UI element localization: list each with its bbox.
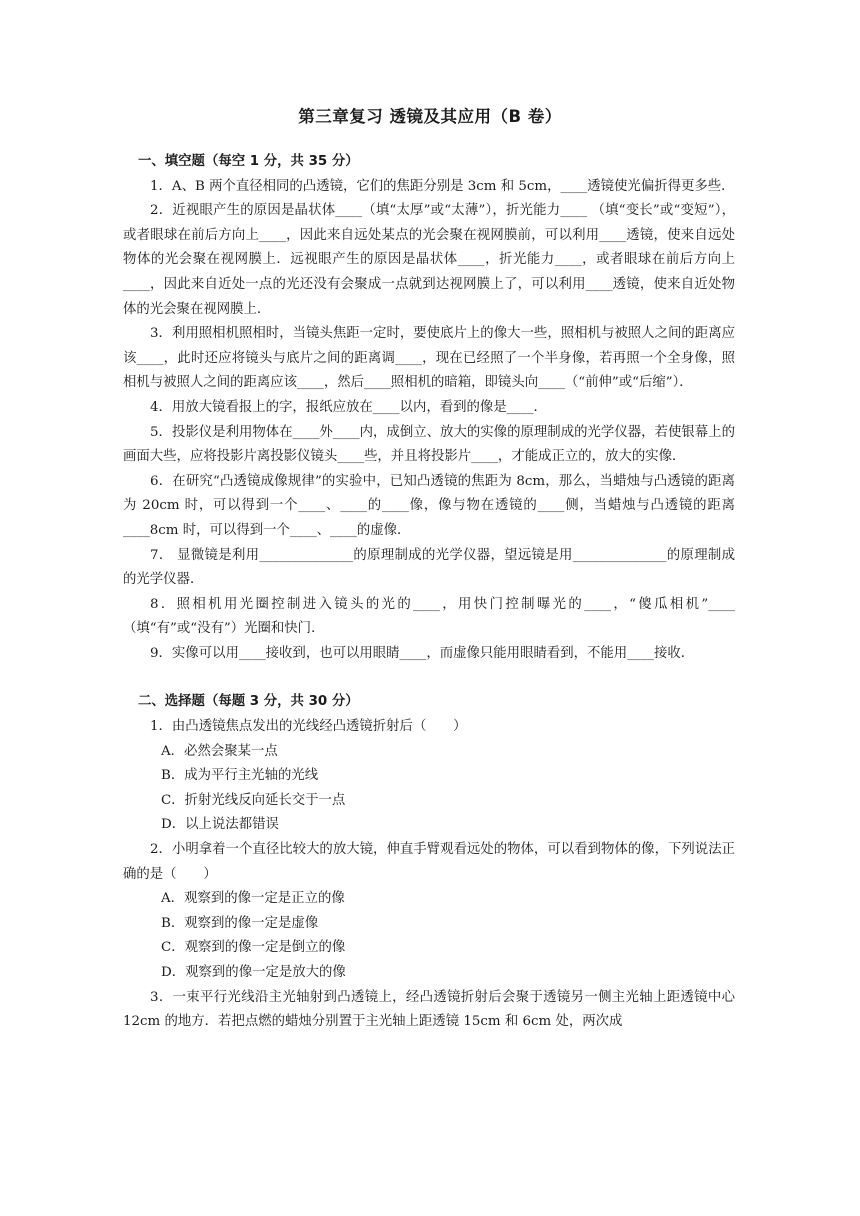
section-heading-choice: 二、选择题（每题 3 分，共 30 分） — [138, 694, 359, 710]
option-c: C．折射光线反向延长交于一点 — [161, 792, 346, 808]
option-b: B．观察到的像一定是虚像 — [161, 915, 319, 931]
question-fill-9: 9．实像可以用____接收到，也可以用眼睛____，而虚像只能用眼睛看到，不能用____接收． — [150, 645, 695, 661]
page-title: 第三章复习 透镜及其应用（B 卷） — [298, 107, 562, 126]
document-body — [123, 150, 740, 1035]
question-fill-4: 4．用放大镜看报上的字，报纸应放在____以内，看到的像是____． — [150, 399, 547, 415]
option-d: D．以上说法都错误 — [161, 817, 279, 833]
question-fill-7: 7． 显微镜是利用______________的原理制成的光学仪器，望远镜是用______________的原理制成的光学仪器． — [123, 547, 735, 588]
option-a: A．必然会聚某一点 — [161, 743, 278, 759]
question-fill-3: 3．利用照相机照相时，当镜头焦距一定时，要使底片上的像大一些，照相机与被照人之间的距离应该____，此时还应将镜头与底片之间的距离调____，现在已经照了一个半身像，若再照一个全身像，照相机与被照人之间的距离应该____，然后____照相机的暗箱，即镜头向____（“前伸”或“后缩”）． — [123, 326, 735, 391]
question-fill-2: 2．近视眼产生的原因是晶状体____（填“太厚”或“太薄”），折光能力____ （填“变长”或“变短”），或者眼球在前后方向上____，因此来自远处某点的光会聚在视网膜前，可以利用____透镜，使来自远处物体的光会聚在视网膜上．远视眼产生的原因是晶状体____，折光能力____，或者眼球在前后方向上 ____，因此来自近处一点的光还没有会聚成一点就到达视网膜上了，可以利用____透镜，使来自近处物体的光会聚在视网膜上． — [123, 203, 740, 317]
option-d: D．观察到的像一定是放大的像 — [161, 965, 346, 980]
question-fill-6: 6．在研究“凸透镜成像规律”的实验中，已知凸透镜的焦距为 8cm，那么，当蜡烛与凸透镜的距离为 20cm 时，可以得到一个____、____的____像，像与物在透镜的____侧，当蜡烛与凸透镜的距离____8cm 时，可以得到一个____、____的虚像． — [123, 473, 735, 538]
section-heading-fill-in: 一、填空题（每空 1 分，共 35 分） — [138, 154, 359, 169]
question-choice-3: 3．一束平行光线沿主光轴射到凸透镜上，经凸透镜折射后会聚于透镜另一侧主光轴上距透镜中心 12cm 的地方．若把点燃的蜡烛分别置于主光轴上距透镜 15cm 和 6cm 处，两次成 — [123, 989, 740, 1030]
option-c: C．观察到的像一定是倒立的像 — [161, 940, 346, 956]
option-b: B．成为平行主光轴的光线 — [161, 768, 319, 784]
question-fill-8: 8．照相机用光圈控制进入镜头的光的____，用快门控制曝光的____，“傻瓜相机”____（填“有”或“没有”）光圈和快门． — [123, 596, 735, 637]
section-spacer — [123, 666, 735, 690]
option-a: A．观察到的像一定是正立的像 — [161, 891, 345, 907]
question-fill-1: 1．A、B 两个直径相同的凸透镜，它们的焦距分别是 3cm 和 5cm，____透镜使光偏折得更多些． — [150, 178, 735, 194]
question-fill-5: 5．投影仪是利用物体在____外____内，成倒立、放大的实像的原理制成的光学仪器，若使银幕上的画面大些，应将投影片离投影仪镜头____些，并且将投影片____，才能成正立的，放大的实像． — [123, 424, 735, 465]
question-choice-2: 2．小明拿着一个直径比较大的放大镜，伸直手臂观看远处的物体，可以看到物体的像，下列说法正确的是（ ） — [123, 842, 735, 882]
question-choice-1: 1．由凸透镜焦点发出的光线经凸透镜折射后（ ） — [150, 719, 467, 735]
